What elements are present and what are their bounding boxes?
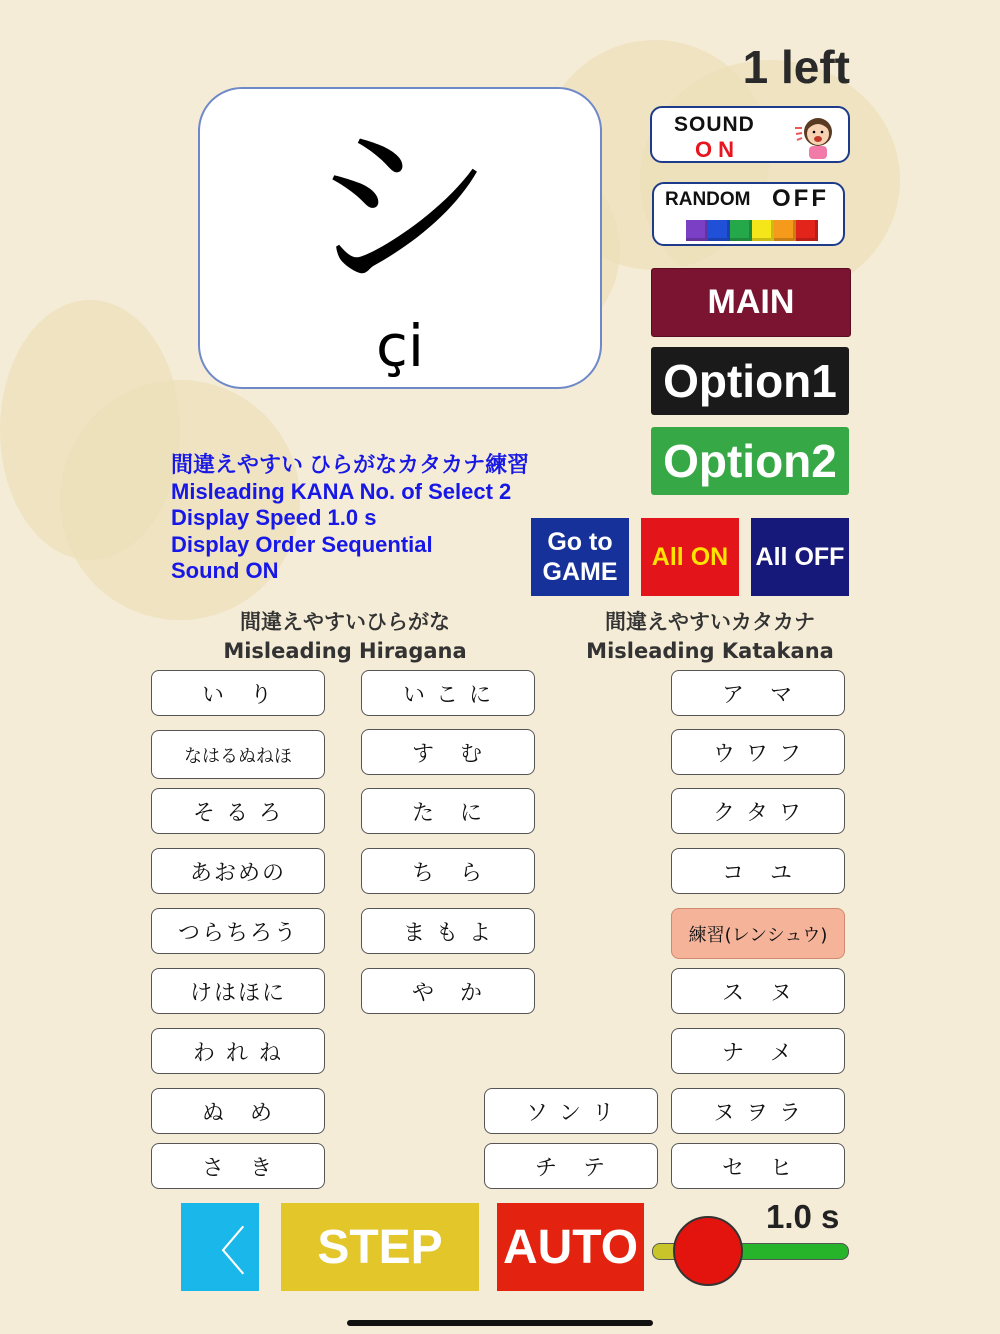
go-to-game-label: Go to GAME (542, 528, 618, 586)
kana-set-button[interactable]: た に (361, 788, 535, 834)
hiragana-header-en: Misleading Hiragana (223, 639, 467, 663)
main-menu-button[interactable]: MAIN (651, 268, 851, 337)
kana-set-button[interactable]: さ き (151, 1143, 325, 1189)
kana-set-button[interactable]: ス ヌ (671, 968, 845, 1014)
summary-title: 間違えやすい ひらがなカタカナ練習 (171, 452, 530, 477)
speaking-girl-icon (790, 110, 840, 160)
back-button[interactable] (181, 1203, 259, 1291)
kana-set-button[interactable]: つらちろう (151, 908, 325, 954)
kana-set-button[interactable]: ち ら (361, 848, 535, 894)
kana-set-button[interactable]: す む (361, 729, 535, 775)
katakana-header-jp: 間違えやすいカタカナ (605, 610, 815, 634)
auto-button[interactable]: AUTO (497, 1203, 644, 1291)
step-button[interactable]: STEP (281, 1203, 479, 1291)
kana-set-button[interactable]: ナ メ (671, 1028, 845, 1074)
katakana-header-en: Misleading Katakana (586, 639, 834, 663)
summary-select: Misleading KANA No. of Select 2 (171, 478, 512, 504)
option2-button[interactable]: Option2 (651, 427, 849, 495)
settings-summary (171, 452, 529, 585)
home-indicator (347, 1320, 653, 1326)
all-off-button[interactable]: All OFF (751, 518, 849, 596)
kana-set-button[interactable]: なはるぬねほ (151, 730, 325, 779)
remaining-count: 1 left (742, 41, 850, 93)
kana-set-button[interactable]: ぬ め (151, 1088, 325, 1134)
kana-set-button[interactable]: けはほに (151, 968, 325, 1014)
kana-set-button[interactable]: い り (151, 670, 325, 716)
sound-toggle-button[interactable] (650, 106, 850, 163)
color-cubes-icon (686, 220, 818, 241)
practice-button-selected[interactable]: 練習(レンシュウ) (671, 908, 845, 959)
kana-set-button[interactable]: ソ ン リ (484, 1088, 658, 1134)
summary-sound: Sound ON (171, 558, 279, 584)
speed-slider-knob[interactable] (673, 1216, 743, 1286)
kana-set-button[interactable]: ま も よ (361, 908, 535, 954)
hiragana-header (200, 608, 490, 666)
kana-flashcard (198, 87, 602, 389)
all-on-button[interactable]: All ON (641, 518, 739, 596)
kana-set-button[interactable]: ヌ ヲ ラ (671, 1088, 845, 1134)
go-to-game-button[interactable] (531, 518, 629, 596)
kana-set-button[interactable]: い こ に (361, 670, 535, 716)
sound-state: ON (695, 137, 740, 162)
kana-set-button[interactable]: あおめの (151, 848, 325, 894)
kana-set-button[interactable]: ア マ (671, 670, 845, 716)
chevron-left-icon: 〈 (193, 1223, 246, 1282)
hiragana-header-jp: 間違えやすいひらがな (240, 610, 450, 634)
kana-set-button[interactable]: コ ユ (671, 848, 845, 894)
katakana-header (565, 608, 855, 666)
kana-set-button[interactable]: チ テ (484, 1143, 658, 1189)
kana-character: シ (304, 98, 495, 319)
kana-set-button[interactable]: そ る ろ (151, 788, 325, 834)
kana-set-button[interactable]: わ れ ね (151, 1028, 325, 1074)
option1-button[interactable]: Option1 (651, 347, 849, 415)
kana-romanization: çi (375, 312, 424, 380)
random-label: RANDOM (665, 189, 751, 210)
summary-order: Display Order Sequential (171, 531, 433, 557)
random-toggle-button[interactable] (652, 182, 845, 246)
kana-set-button[interactable]: ク タ ワ (671, 788, 845, 834)
kana-set-button[interactable]: や か (361, 968, 535, 1014)
kana-set-button[interactable]: セ ヒ (671, 1143, 845, 1189)
summary-speed: Display Speed 1.0 s (171, 505, 377, 531)
random-state: OFF (772, 185, 829, 212)
sound-label: SOUND (674, 113, 755, 136)
background-blossom (640, 60, 900, 300)
kana-set-button[interactable]: ウ ワ フ (671, 729, 845, 775)
speed-value: 1.0 s (766, 1198, 840, 1235)
